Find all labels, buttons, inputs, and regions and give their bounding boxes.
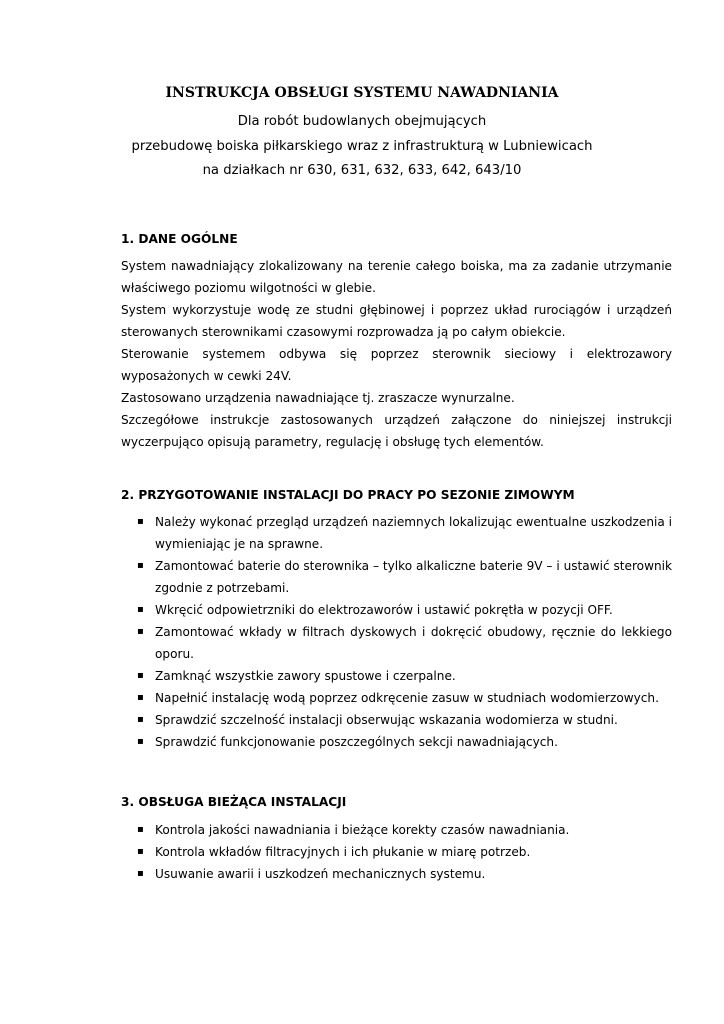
list-item-text: Usuwanie awarii i uszkodzeń mechanicznych systemu. (155, 867, 486, 881)
list-item (121, 841, 672, 863)
list-item-text: Zamknąć wszystkie zawory spustowe i czerpalne. (155, 669, 456, 683)
section-heading: 1. DANE OGÓLNE (121, 232, 238, 246)
list-item (121, 621, 672, 665)
list-item (121, 863, 672, 885)
paragraph: System wykorzystuje wodę ze studni głębinowej i poprzez układ rurociągów i urządzeń sterowanych sterownikami czasowymi rozprowadza ją po całym obiekcie. (121, 303, 672, 339)
list-item-text: Sprawdzić funkcjonowanie poszczególnych sekcji nawadniających. (155, 735, 558, 749)
bullet-icon: ▪ (137, 868, 144, 879)
list-item-text: Należy wykonać przegląd urządzeń naziemnych lokalizując ewentualne uszkodzenia i wymieniając je na sprawne. (155, 515, 672, 551)
list-item (121, 709, 672, 731)
paragraph: Szczegółowe instrukcje zastosowanych urządzeń załączone do niniejszej instrukcji wyczerpująco opisują parametry, regulację i obsługę tych elementów. (121, 413, 672, 449)
bullet-icon: ▪ (137, 736, 144, 747)
bullet-icon: ▪ (137, 692, 144, 703)
section-general-data (121, 231, 672, 453)
subtitle-line: Dla robót budowlanych obejmujących (237, 114, 487, 129)
list-item (121, 731, 672, 753)
bullet-icon: ▪ (137, 714, 144, 725)
list-item-text: Kontrola wkładów filtracyjnych i ich płukanie w miarę potrzeb. (155, 845, 531, 859)
bullet-icon: ▪ (137, 516, 144, 527)
subtitle-line: na działkach nr 630, 631, 632, 633, 642, 643/10 (202, 163, 522, 178)
section-heading: 2. PRZYGOTOWANIE INSTALACJI DO PRACY PO SEZONIE ZIMOWYM (121, 488, 575, 502)
list-item (121, 819, 672, 841)
list-item-text: Kontrola jakości nawadniania i bieżące korekty czasów nawadniania. (155, 823, 570, 837)
paragraph: System nawadniający zlokalizowany na terenie całego boiska, ma za zadanie utrzymanie właściwego poziomu wilgotności w glebie. (121, 259, 672, 295)
section-body (121, 255, 672, 453)
list-item-text: Wkręcić odpowietrzniki do elektrozaworów i ustawić pokrętła w pozycji OFF. (155, 603, 613, 617)
bullet-list (121, 819, 672, 885)
bullet-icon: ▪ (137, 560, 144, 571)
bullet-icon: ▪ (137, 670, 144, 681)
list-item (121, 555, 672, 599)
list-item-text: Zamontować baterie do sterownika – tylko alkaliczne baterie 9V – i ustawić sterownik zgodnie z potrzebami. (155, 559, 672, 595)
list-item (121, 599, 672, 621)
bullet-icon: ▪ (137, 626, 144, 637)
paragraph: Zastosowano urządzenia nawadniające tj. zraszacze wynurzalne. (121, 391, 515, 405)
section-preparation (121, 487, 672, 753)
list-item (121, 511, 672, 555)
list-item (121, 687, 672, 709)
subtitle-line: przebudowę boiska piłkarskiego wraz z infrastrukturą w Lubniewicach (131, 139, 593, 154)
list-item-text: Sprawdzić szczelność instalacji obserwując wskazania wodomierza w studni. (155, 713, 618, 727)
bullet-icon: ▪ (137, 846, 144, 857)
list-item-text: Zamontować wkłady w filtrach dyskowych i dokręcić obudowy, ręcznie do lekkiego oporu. (155, 625, 672, 661)
bullet-icon: ▪ (137, 604, 144, 615)
bullet-icon: ▪ (137, 824, 144, 835)
section-heading: 3. OBSŁUGA BIEŻĄCA INSTALACJI (121, 795, 347, 809)
bullet-list (121, 511, 672, 753)
list-item (121, 665, 672, 687)
section-ongoing-operation (121, 794, 672, 885)
paragraph: Sterowanie systemem odbywa się poprzez sterownik sieciowy i elektrozawory wyposażonych w cewki 24V. (121, 347, 672, 383)
document-title: INSTRUKCJA OBSŁUGI SYSTEMU NAWADNIANIA (165, 85, 559, 101)
list-item-text: Napełnić instalację wodą poprzez odkręcenie zasuw w studniach wodomierzowych. (155, 691, 659, 705)
